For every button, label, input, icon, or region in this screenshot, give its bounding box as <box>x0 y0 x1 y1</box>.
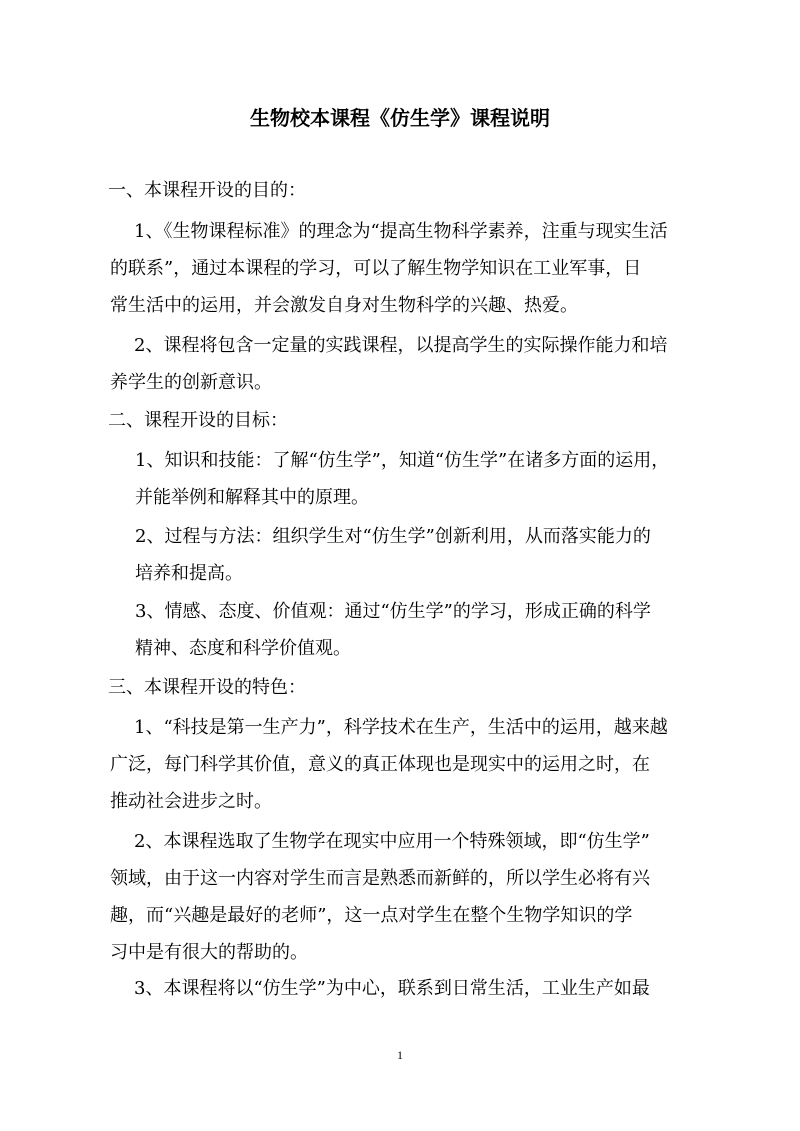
page-number: 1 <box>397 1048 403 1062</box>
text-line: 精神、态度和科学价值观。 <box>135 638 351 659</box>
text-line: 1、“科技是第一生产力”，科学技术在生产，生活中的运用，越来越 <box>134 717 668 738</box>
page-title: 生物校本课程《仿生学》课程说明 <box>250 106 550 130</box>
text-line: 3、本课程将以“仿生学”为中心，联系到日常生活，工业生产如最 <box>134 978 650 999</box>
text-line: 2、本课程选取了生物学在现实中应用一个特殊领域，即“仿生学” <box>134 831 650 852</box>
section-heading-3: 三、本课程开设的特色： <box>108 677 306 698</box>
section-3-paragraph-1 <box>110 709 692 820</box>
text-line: 3、情感、态度、价值观：通过“仿生学”的学习，形成正确的科学 <box>135 601 651 622</box>
text-line: 1、《生物课程标准》的理念为“提高生物科学素养，注重与现实生活 <box>134 221 668 242</box>
text-line: 广泛，每门科学其价值，意义的真正体现也是现实中的运用之时，在 <box>110 754 650 775</box>
text-line: 2、课程将包含一定量的实践课程，以提高学生的实际操作能力和培 <box>134 335 668 356</box>
text-line: 推动社会进步之时。 <box>110 791 272 812</box>
text-line: 趣，而“兴趣是最好的老师”，这一点对学生在整个生物学知识的学 <box>110 905 633 926</box>
text-line: 1、知识和技能：了解“仿生学”，知道“仿生学”在诸多方面的运用， <box>135 450 670 471</box>
text-line: 并能举例和解释其中的原理。 <box>135 487 369 508</box>
text-line: 的联系”，通过本课程的学习，可以了解生物学知识在工业军事，日 <box>110 258 642 279</box>
text-line: 培养和提高。 <box>135 563 243 584</box>
section-1-paragraph-1 <box>110 213 692 324</box>
text-line: 领域，由于这一内容对学生而言是熟悉而新鲜的，所以学生必将有兴 <box>110 868 650 889</box>
section-1-paragraph-2 <box>110 327 692 401</box>
section-2-paragraph-3 <box>135 593 697 667</box>
section-3-paragraph-2 <box>110 823 692 971</box>
text-line: 养学生的创新意识。 <box>110 372 272 393</box>
text-line: 2、过程与方法：组织学生对“仿生学”创新利用，从而落实能力的 <box>135 526 651 547</box>
section-2-paragraph-2 <box>135 518 697 592</box>
text-line: 习中是有很大的帮助的。 <box>110 942 308 963</box>
text-line: 常生活中的运用，并会激发自身对生物科学的兴趣、热爱。 <box>110 295 578 316</box>
section-heading-2: 二、课程开设的目标： <box>108 410 288 431</box>
section-2-paragraph-1 <box>135 442 697 516</box>
section-heading-1: 一、本课程开设的目的： <box>108 180 306 201</box>
section-3-paragraph-3 <box>110 970 692 1007</box>
